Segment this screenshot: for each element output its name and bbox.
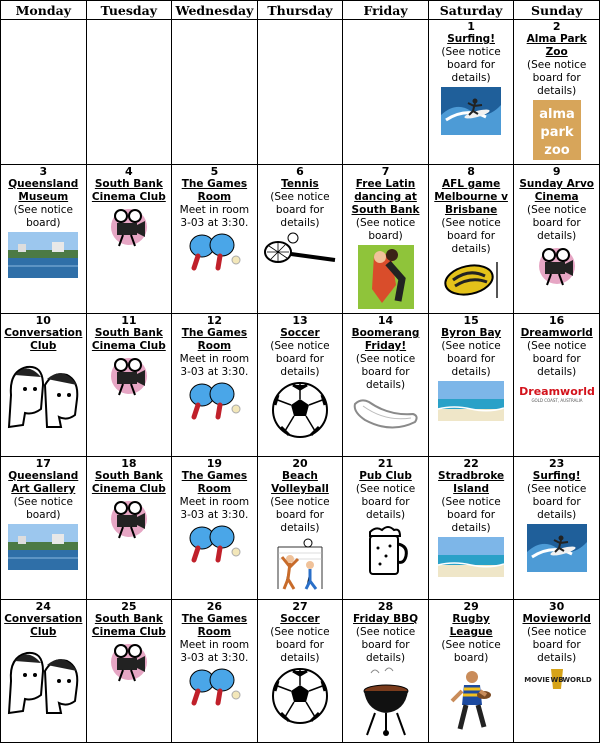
calendar-week-row	[1, 314, 600, 457]
event-title: The Games Room	[181, 613, 248, 638]
day-number: 2	[552, 20, 561, 33]
calendar-day-cell	[428, 165, 514, 314]
day-number: 30	[549, 600, 565, 613]
calendar-day-cell	[86, 165, 172, 314]
event-title: South Bank Cinema Club	[91, 327, 166, 352]
day-number: 5	[210, 165, 219, 178]
volleyball-icon	[259, 537, 342, 597]
event-note: (See notice board for details)	[441, 217, 501, 255]
calendar-day-cell	[514, 600, 600, 743]
boomerang-icon	[344, 394, 427, 444]
day-number: 18	[121, 457, 137, 470]
svg-text:park: park	[540, 125, 574, 140]
day-number: 16	[549, 314, 565, 327]
event-note: (See notice board for details)	[527, 626, 587, 664]
dreamworld-logo	[515, 381, 598, 409]
event-note: Meet in room 3-03 at 3:30.	[179, 204, 250, 229]
pingpong-icon	[173, 381, 256, 425]
calendar-day-cell	[172, 600, 258, 743]
calendar-day-cell	[428, 457, 514, 600]
day-number: 20	[292, 457, 308, 470]
tennis-icon	[259, 232, 342, 272]
day-number: 28	[377, 600, 394, 613]
event-title: The Games Room	[181, 470, 248, 495]
calendar-day-cell	[86, 600, 172, 743]
calendar-day-cell	[514, 165, 600, 314]
event-title: Soccer	[280, 613, 320, 625]
weekday-header: Thursday	[257, 1, 343, 20]
calendar-day-cell	[1, 314, 87, 457]
day-number: 19	[206, 457, 223, 470]
calendar-day-cell	[257, 600, 343, 743]
day-number: 7	[381, 165, 390, 178]
event-title: Friday BBQ	[353, 613, 419, 625]
river-photo	[2, 232, 85, 282]
calendar-day-cell	[172, 457, 258, 600]
event-note: Meet in room 3-03 at 3:30.	[179, 639, 250, 664]
day-number: 3	[39, 165, 48, 178]
calendar-day-cell	[172, 314, 258, 457]
svg-text:WORLD: WORLD	[562, 676, 592, 684]
day-number: 26	[206, 600, 223, 613]
day-number: 10	[35, 314, 51, 327]
projector-icon	[88, 641, 171, 687]
dance-icon	[344, 245, 427, 313]
calendar-day-cell	[1, 457, 87, 600]
calendar-day-cell	[514, 314, 600, 457]
movieworld-logo	[515, 667, 598, 695]
calendar-day-cell	[257, 314, 343, 457]
calendar-week-row	[1, 165, 600, 314]
event-title: South Bank Cinema Club	[91, 470, 166, 495]
event-title: Dreamworld	[520, 327, 593, 339]
weekday-header-row	[1, 1, 600, 20]
weekday-header: Tuesday	[86, 1, 172, 20]
day-number: 6	[296, 165, 304, 178]
calendar-day-cell	[514, 457, 600, 600]
calendar-day-cell	[1, 165, 87, 314]
event-title: Byron Bay	[441, 327, 502, 339]
event-note: (See notice board for details)	[527, 340, 587, 378]
event-note: (See notice board for details)	[527, 204, 587, 242]
soccer-icon	[259, 381, 342, 443]
calendar-day-cell	[1, 600, 87, 743]
calendar-day-cell	[172, 165, 258, 314]
day-number: 29	[463, 600, 479, 613]
zoo-photo	[515, 100, 598, 164]
event-title: Surfing!	[532, 470, 581, 482]
event-note: (See notice board for details)	[270, 496, 330, 534]
event-note: (See notice board for details)	[527, 483, 587, 521]
calendar-week-row	[1, 20, 600, 165]
soccer-icon	[259, 667, 342, 729]
calendar-day-cell	[257, 165, 343, 314]
event-title: Conversation Club	[4, 327, 83, 352]
pingpong-icon	[173, 232, 256, 276]
svg-text:MOVIE: MOVIE	[523, 676, 550, 684]
weekday-header: Saturday	[428, 1, 514, 20]
event-title: South Bank Cinema Club	[91, 613, 166, 638]
event-title: Queensland Museum	[8, 178, 79, 203]
event-title: Conversation Club	[4, 613, 83, 638]
calendar-day-cell	[428, 600, 514, 743]
event-title: AFL game Melbourne v Brisbane	[434, 178, 508, 216]
event-note: (See notice board for details)	[527, 59, 587, 97]
event-title: Boomerang Friday!	[351, 327, 420, 352]
projector-icon	[515, 245, 598, 291]
event-title: Surfing!	[447, 33, 495, 45]
event-title: The Games Room	[181, 327, 248, 352]
day-number: 22	[463, 457, 479, 470]
event-title: Tennis	[281, 178, 319, 190]
day-number: 24	[35, 600, 51, 613]
calendar-day-cell	[86, 314, 172, 457]
svg-text:Dreamworld: Dreamworld	[518, 385, 595, 398]
day-number: 11	[121, 314, 137, 327]
event-note: (See notice board for details)	[270, 340, 330, 378]
calendar-week-row	[1, 600, 600, 743]
day-number: 14	[377, 314, 394, 327]
day-number: 1	[467, 20, 475, 33]
projector-icon	[88, 355, 171, 401]
event-note: (See notice board for details)	[355, 626, 416, 664]
day-number: 13	[292, 314, 308, 327]
river-photo	[2, 524, 85, 574]
empty-day-cell	[1, 20, 87, 165]
event-title: Queensland Art Gallery	[8, 470, 79, 495]
day-number: 8	[467, 165, 475, 178]
event-note: (See notice board)	[13, 204, 73, 229]
event-note: Meet in room 3-03 at 3:30.	[179, 496, 250, 521]
day-number: 27	[292, 600, 308, 613]
event-title: Beach Volleyball	[271, 470, 329, 495]
calendar-day-cell	[343, 457, 429, 600]
projector-icon	[88, 498, 171, 544]
event-note: (See notice board)	[355, 217, 416, 242]
event-note: (See notice board for details)	[441, 46, 501, 84]
conversation-icon	[2, 355, 85, 435]
beach-photo	[430, 381, 513, 425]
event-title: Alma Park Zoo	[526, 33, 587, 58]
pingpong-icon	[173, 524, 256, 568]
event-title: Free Latin dancing at South Bank	[351, 178, 420, 216]
day-number: 21	[377, 457, 394, 470]
calendar-day-cell	[86, 457, 172, 600]
svg-text:GOLD COAST, AUSTRALIA: GOLD COAST, AUSTRALIA	[531, 398, 583, 403]
event-note: (See notice board for details)	[270, 191, 330, 229]
surf-photo	[515, 524, 598, 576]
calendar-week-row	[1, 457, 600, 600]
event-title: Sunday Arvo Cinema	[519, 178, 595, 203]
day-number: 17	[35, 457, 51, 470]
calendar-day-cell	[514, 20, 600, 165]
event-title: The Games Room	[181, 178, 248, 203]
rugby-icon	[430, 667, 513, 735]
calendar-day-cell	[428, 20, 514, 165]
empty-day-cell	[257, 20, 343, 165]
calendar-day-cell	[343, 165, 429, 314]
bbq-icon	[344, 667, 427, 741]
event-note: (See notice board for details)	[355, 483, 416, 521]
calendar-day-cell	[257, 457, 343, 600]
event-note: (See notice board for details)	[270, 626, 330, 664]
empty-day-cell	[86, 20, 172, 165]
projector-icon	[88, 206, 171, 252]
day-number: 23	[549, 457, 565, 470]
empty-day-cell	[343, 20, 429, 165]
calendar-day-cell	[343, 600, 429, 743]
day-number: 25	[121, 600, 137, 613]
beach-photo	[430, 537, 513, 581]
calendar-day-cell	[428, 314, 514, 457]
day-number: 15	[463, 314, 479, 327]
weekday-header: Sunday	[514, 1, 600, 20]
day-number: 9	[552, 165, 561, 178]
event-note: Meet in room 3-03 at 3:30.	[179, 353, 250, 378]
svg-text:alma: alma	[538, 107, 575, 122]
day-number: 4	[125, 165, 133, 178]
pingpong-icon	[173, 667, 256, 711]
event-note: (See notice board for details)	[441, 496, 501, 534]
event-title: Rugby League	[449, 613, 493, 638]
surf-photo	[430, 87, 513, 139]
event-note: (See notice board for details)	[355, 353, 416, 391]
weekday-header: Wednesday	[172, 1, 258, 20]
svg-text:zoo: zoo	[543, 143, 570, 158]
empty-day-cell	[172, 20, 258, 165]
event-title: South Bank Cinema Club	[91, 178, 166, 203]
football-icon	[430, 258, 513, 302]
conversation-icon	[2, 641, 85, 721]
day-number: 12	[206, 314, 223, 327]
event-title: Stradbroke Island	[438, 470, 505, 495]
calendar-day-cell	[343, 314, 429, 457]
event-title: Pub Club	[359, 470, 412, 482]
event-note: (See notice board)	[441, 639, 501, 664]
event-title: Soccer	[280, 327, 320, 339]
weekday-header: Monday	[1, 1, 87, 20]
beer-icon	[344, 524, 427, 580]
event-note: (See notice board)	[13, 496, 73, 521]
svg-text:WB: WB	[550, 676, 564, 684]
event-title: Movieworld	[522, 613, 591, 625]
weekday-header: Friday	[343, 1, 429, 20]
event-note: (See notice board for details)	[441, 340, 501, 378]
